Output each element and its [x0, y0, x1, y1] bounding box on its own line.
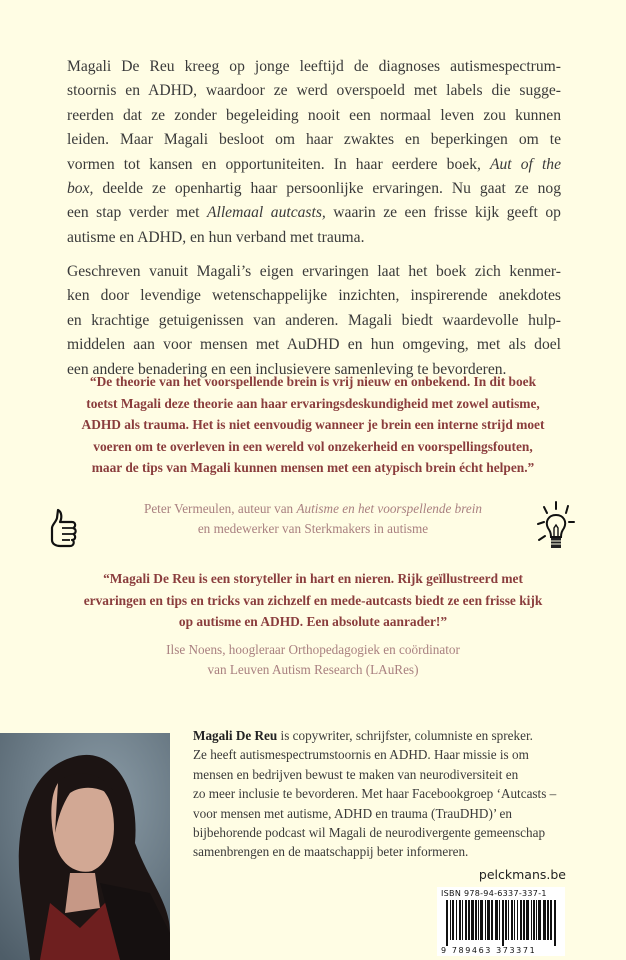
- text-line: Ilse Noens, hoogleraar Orthopedagogiek en coördinator: [166, 642, 460, 657]
- text-line: ken door levendige wetenschappelijke inzichten, inspirerende anekdotes: [67, 287, 561, 305]
- text-line: box, deelde ze openhartig haar persoonlijke ervaringen. Nu gaat ze nog: [67, 179, 561, 197]
- text-line: op autisme en ADHD. Een absolute aanrader!”: [178, 614, 448, 629]
- barcode-bar: [495, 900, 498, 940]
- text-line: ervaringen en tips en tricks van zichzelf en mede-autcasts biedt ze een frisse kijk: [83, 592, 543, 608]
- attribution-vermeulen: [60, 499, 566, 538]
- barcode-bar: [456, 900, 457, 940]
- isbn-label: ISBN 978-94-6337-337-1: [441, 889, 547, 898]
- text-line: toetst Magali deze theorie aan haar ervaringsdeskundigheid met zowel autisme,: [86, 395, 540, 411]
- barcode-bar: [538, 900, 541, 940]
- quote-vermeulen: [60, 371, 566, 479]
- author-photo: [0, 733, 170, 960]
- barcode-bar: [514, 900, 515, 940]
- barcode-bar: [491, 900, 493, 940]
- intro-paragraph-1: [67, 55, 561, 250]
- barcode-bar: [511, 900, 513, 940]
- text-line: Magali De Reu is copywriter, schrijfster, columniste en spreker.: [193, 728, 533, 743]
- barcode-bar: [550, 900, 552, 940]
- barcode-bar: [523, 900, 525, 940]
- barcode-bar: [459, 900, 461, 940]
- isbn-barcode: [437, 887, 565, 956]
- barcode-digits: 9 789463 373371: [441, 946, 537, 955]
- barcode-bar: [508, 900, 509, 940]
- text-line: voor mensen met autisme, ADHD en trauma (TrauDHD)’ en: [193, 805, 512, 821]
- text-line: Geschreven vanuit Magali’s eigen ervaringen laat het boek zich kenmer-: [67, 263, 561, 280]
- quote-noens: [60, 568, 566, 633]
- barcode-bars: [446, 900, 558, 946]
- barcode-bar: [543, 900, 546, 940]
- barcode-bar: [471, 900, 474, 940]
- text-line: “De theorie van het voorspellende brein is vrij nieuw en onbekend. In dit boek: [89, 374, 537, 389]
- text-line: vormen tot kansen en opportuniteiten. In haar eerdere boek, Aut of the: [67, 155, 561, 173]
- text-line: stoornis en ADHD, waardoor ze werd overspoeld met labels die sugge-: [67, 82, 561, 100]
- text-line: maar de tips van Magali kunnen mensen met een atypisch brein écht helpen.”: [91, 460, 535, 475]
- text-line: en medewerker van Sterkmakers in autisme: [197, 520, 429, 536]
- barcode-bar: [468, 900, 470, 940]
- text-line: middelen aan voor mensen met AuDHD en hun omgeving, met als doel: [67, 336, 561, 354]
- publisher-website: pelckmans.be: [478, 867, 566, 882]
- barcode-bar: [526, 900, 529, 940]
- barcode-bar: [554, 900, 556, 946]
- barcode-bar: [480, 900, 483, 940]
- barcode-bar: [499, 900, 500, 940]
- text-line: een stap verder met Allemaal autcasts, waarin ze een frisse kijk geeft op: [67, 204, 561, 222]
- text-line: autisme en ADHD, en hun verband met trauma.: [67, 228, 365, 246]
- text-line: een andere benadering en een inclusievere samenleving te bevorderen.: [67, 360, 507, 378]
- text-line: “Magali De Reu is een storyteller in hart en nieren. Rijk geïllustreerd met: [103, 571, 523, 586]
- barcode-bar: [517, 900, 518, 940]
- barcode-bar: [520, 900, 522, 940]
- barcode-bar: [452, 900, 454, 940]
- text-line: Magali De Reu kreeg op jonge leeftijd de diagnoses autismespectrum-: [67, 58, 561, 75]
- text-line: samenbrengen en de maatschappij beter informeren.: [193, 844, 469, 860]
- barcode-bar: [478, 900, 479, 940]
- text-line: Peter Vermeulen, auteur van Autisme en het voorspellende brein: [143, 501, 482, 516]
- barcode-bar: [533, 900, 535, 940]
- text-line: leiden. Maar Magali besloot om haar zwaktes en beperkingen om te: [67, 131, 561, 149]
- text-line: en krachtige getuigenissen van anderen. Magali biedt waardevolle hulp-: [67, 311, 561, 329]
- barcode-bar: [465, 900, 467, 940]
- text-line: bijbehorende podcast wil Magali de neurodivergente gemeenschap: [193, 825, 546, 841]
- barcode-bar: [547, 900, 549, 940]
- text-line: reerden dat ze zonder begeleiding nooit een normaal leven zou kunnen: [67, 106, 561, 124]
- intro-paragraph-2: [67, 260, 561, 382]
- barcode-bar: [450, 900, 451, 940]
- barcode-bar: [536, 900, 537, 940]
- barcode-bar: [502, 900, 504, 946]
- barcode-bar: [531, 900, 532, 940]
- text-line: Ze heeft autismespectrumstoornis en ADHD. Haar missie is om: [193, 747, 529, 763]
- barcode-bar: [505, 900, 507, 940]
- author-bio: [193, 726, 613, 862]
- attribution-noens: [60, 640, 566, 679]
- barcode-bar: [487, 900, 490, 940]
- barcode-bar: [462, 900, 463, 940]
- lightbulb-icon: [536, 500, 576, 554]
- text-line: mensen en bedrijven bewust te maken van neurodiversiteit en: [193, 766, 519, 782]
- barcode-bar: [485, 900, 486, 940]
- text-line: ADHD als trauma. Het is niet eenvoudig wanneer je brein een interne strijd moet: [81, 417, 545, 432]
- barcode-bar: [446, 900, 448, 946]
- text-line: voeren om te overleven in een wereld vol onzekerheid en voorspellingsfouten,: [93, 438, 533, 454]
- thumbs-up-icon: [48, 508, 84, 552]
- barcode-bar: [475, 900, 477, 940]
- text-line: zo meer inclusie te bevorderen. Met haar Facebookgroep ‘Autcasts –: [193, 786, 557, 802]
- text-line: van Leuven Autism Research (LAuRes): [207, 661, 419, 677]
